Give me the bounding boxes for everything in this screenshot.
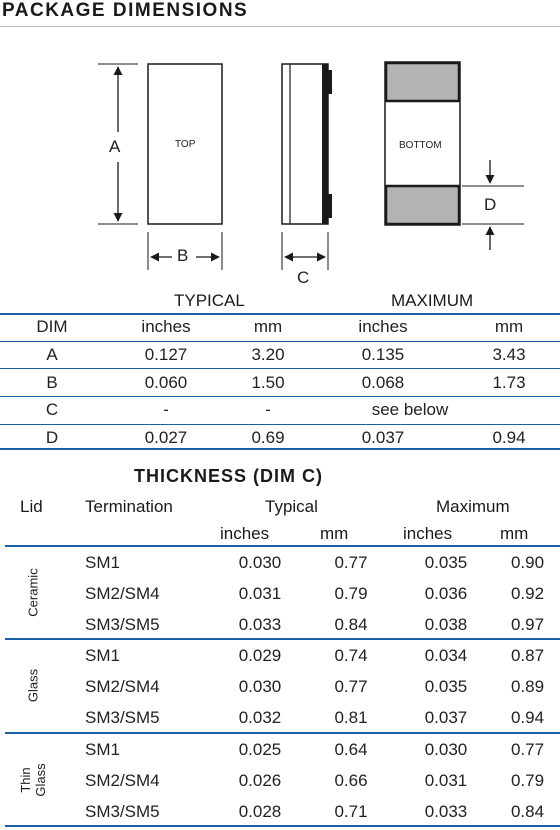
header-lid: Lid — [20, 497, 43, 516]
table-row — [80, 578, 560, 609]
table-row — [80, 547, 560, 578]
side-view-outline — [282, 64, 328, 224]
cell-typ-mm: 0.84 — [334, 614, 368, 634]
header-max-inches: inches — [358, 317, 408, 337]
cell-termination: SM3/SM5 — [85, 707, 160, 727]
maximum-group-heading: MAXIMUM — [391, 291, 474, 310]
cell-termination: SM2/SM4 — [85, 583, 160, 603]
table-row — [0, 369, 560, 397]
lid-label-glass: Glass — [25, 668, 41, 703]
subheader-typ-mm: mm — [320, 524, 349, 543]
header-termination: Termination — [85, 497, 173, 516]
thickness-table-glass — [80, 640, 560, 733]
cell-max-mm: 0.97 — [510, 614, 545, 634]
top-view-label: TOP — [175, 139, 196, 150]
package-drawing — [0, 40, 560, 290]
lid-label-ceramic: Ceramic — [25, 568, 41, 617]
table-row — [0, 314, 560, 341]
bottom-pad-bottom — [386, 186, 459, 224]
bottom-pad-top — [386, 63, 459, 101]
cell-typ-mm: - — [228, 397, 308, 425]
cell-typ-mm: 0.69 — [228, 424, 308, 451]
cell-max-in: 0.037 — [308, 424, 458, 451]
cell-typ-in: 0.029 — [238, 645, 282, 665]
cell-termination: SM1 — [85, 552, 120, 572]
cell-max-mm: 0.84 — [510, 801, 545, 821]
cell-typ-in: 0.127 — [104, 341, 228, 369]
header-typ-inches: inches — [141, 317, 191, 337]
cell-typ-mm: 0.77 — [334, 552, 368, 572]
cell-typ-in: 0.027 — [104, 424, 228, 451]
cell-max-in: 0.035 — [424, 676, 468, 696]
cell-typ-in: 0.028 — [238, 801, 282, 821]
cell-termination: SM2/SM4 — [85, 676, 160, 696]
cell-typ-in: 0.030 — [238, 676, 282, 696]
cell-max-note: see below — [308, 397, 560, 425]
table-row — [80, 765, 560, 796]
group-glass — [80, 640, 560, 733]
cell-max-in: 0.033 — [424, 801, 468, 821]
dim-a-label: A — [109, 137, 121, 156]
thickness-table-thin-glass — [80, 734, 560, 827]
header-typ-mm: mm — [253, 317, 283, 337]
cell-typ-mm: 0.66 — [334, 770, 368, 790]
cell-typ-mm: 0.81 — [334, 707, 368, 727]
cell-max-in: 0.068 — [308, 369, 458, 397]
cell-max-mm: 3.43 — [458, 341, 560, 369]
dim-c-label: C — [297, 268, 310, 287]
cell-termination: SM1 — [85, 739, 120, 759]
cell-typ-in: 0.032 — [238, 707, 282, 727]
cell-typ-mm: 0.79 — [334, 583, 368, 603]
cell-dim: B — [0, 369, 104, 397]
cell-typ-mm: 0.74 — [334, 645, 368, 665]
page-title: PACKAGE DIMENSIONS — [2, 0, 249, 21]
cell-typ-in: 0.030 — [238, 552, 282, 572]
cell-typ-in: 0.025 — [238, 739, 282, 759]
cell-typ-in: - — [104, 397, 228, 425]
cell-termination: SM3/SM5 — [85, 801, 160, 821]
bottom-view-label: BOTTOM — [399, 140, 442, 151]
cell-termination: SM1 — [85, 645, 120, 665]
cell-dim: A — [0, 341, 104, 369]
cell-max-mm: 1.73 — [458, 369, 560, 397]
cell-typ-in: 0.031 — [238, 583, 282, 603]
cell-typ-in: 0.026 — [238, 770, 282, 790]
cell-termination: SM2/SM4 — [85, 770, 160, 790]
table-row — [80, 671, 560, 702]
cell-max-mm: 0.77 — [510, 739, 545, 759]
cell-max-in: 0.034 — [424, 645, 468, 665]
cell-typ-mm: 0.77 — [334, 676, 368, 696]
cell-max-mm: 0.79 — [510, 770, 545, 790]
cell-typ-in: 0.033 — [238, 614, 282, 634]
cell-typ-in: 0.060 — [104, 369, 228, 397]
cell-max-in: 0.031 — [424, 770, 468, 790]
subheader-typ-inches: inches — [220, 524, 270, 543]
cell-typ-mm: 0.71 — [334, 801, 368, 821]
dimensions-table — [0, 314, 560, 451]
header-max-mm: mm — [494, 317, 524, 337]
dim-table-bottom-rule — [0, 448, 560, 450]
table-row — [80, 702, 560, 733]
cell-max-in: 0.037 — [424, 707, 468, 727]
cell-max-in: 0.038 — [424, 614, 468, 634]
header-dim: DIM — [36, 317, 68, 337]
dim-d-label: D — [484, 195, 497, 214]
cell-max-in: 0.036 — [424, 583, 468, 603]
cell-typ-mm: 1.50 — [228, 369, 308, 397]
table-row — [0, 397, 560, 425]
cell-max-mm: 0.94 — [510, 707, 545, 727]
table-row — [80, 609, 560, 640]
table-row — [0, 341, 560, 369]
lid-label-thin-glass: Thin Glass — [18, 763, 48, 797]
header-typical: Typical — [265, 497, 318, 516]
cell-max-in: 0.030 — [424, 739, 468, 759]
thickness-title: THICKNESS (DIM C) — [134, 466, 323, 486]
cell-max-in: 0.135 — [308, 341, 458, 369]
group-ceramic — [80, 547, 560, 640]
cell-typ-mm: 0.64 — [334, 739, 368, 759]
subheader-max-inches: inches — [403, 524, 453, 543]
thickness-table — [80, 547, 560, 640]
cell-max-mm: 0.90 — [510, 552, 545, 572]
group-thin-glass — [80, 734, 560, 827]
dim-b-label: B — [177, 246, 189, 265]
cell-max-mm: 0.92 — [510, 583, 545, 603]
subheader-max-mm: mm — [500, 524, 529, 543]
header-maximum: Maximum — [436, 497, 510, 516]
cell-typ-mm: 3.20 — [228, 341, 308, 369]
typical-group-heading: TYPICAL — [174, 291, 245, 310]
cell-max-mm: 0.87 — [510, 645, 545, 665]
table-row — [80, 640, 560, 671]
cell-max-in: 0.035 — [424, 552, 468, 572]
table-row — [80, 734, 560, 765]
cell-termination: SM3/SM5 — [85, 614, 160, 634]
table-row — [80, 796, 560, 827]
cell-dim: D — [0, 424, 104, 451]
cell-max-mm: 0.94 — [458, 424, 560, 451]
title-divider — [0, 26, 560, 27]
cell-max-mm: 0.89 — [510, 676, 545, 696]
cell-dim: C — [0, 397, 104, 425]
